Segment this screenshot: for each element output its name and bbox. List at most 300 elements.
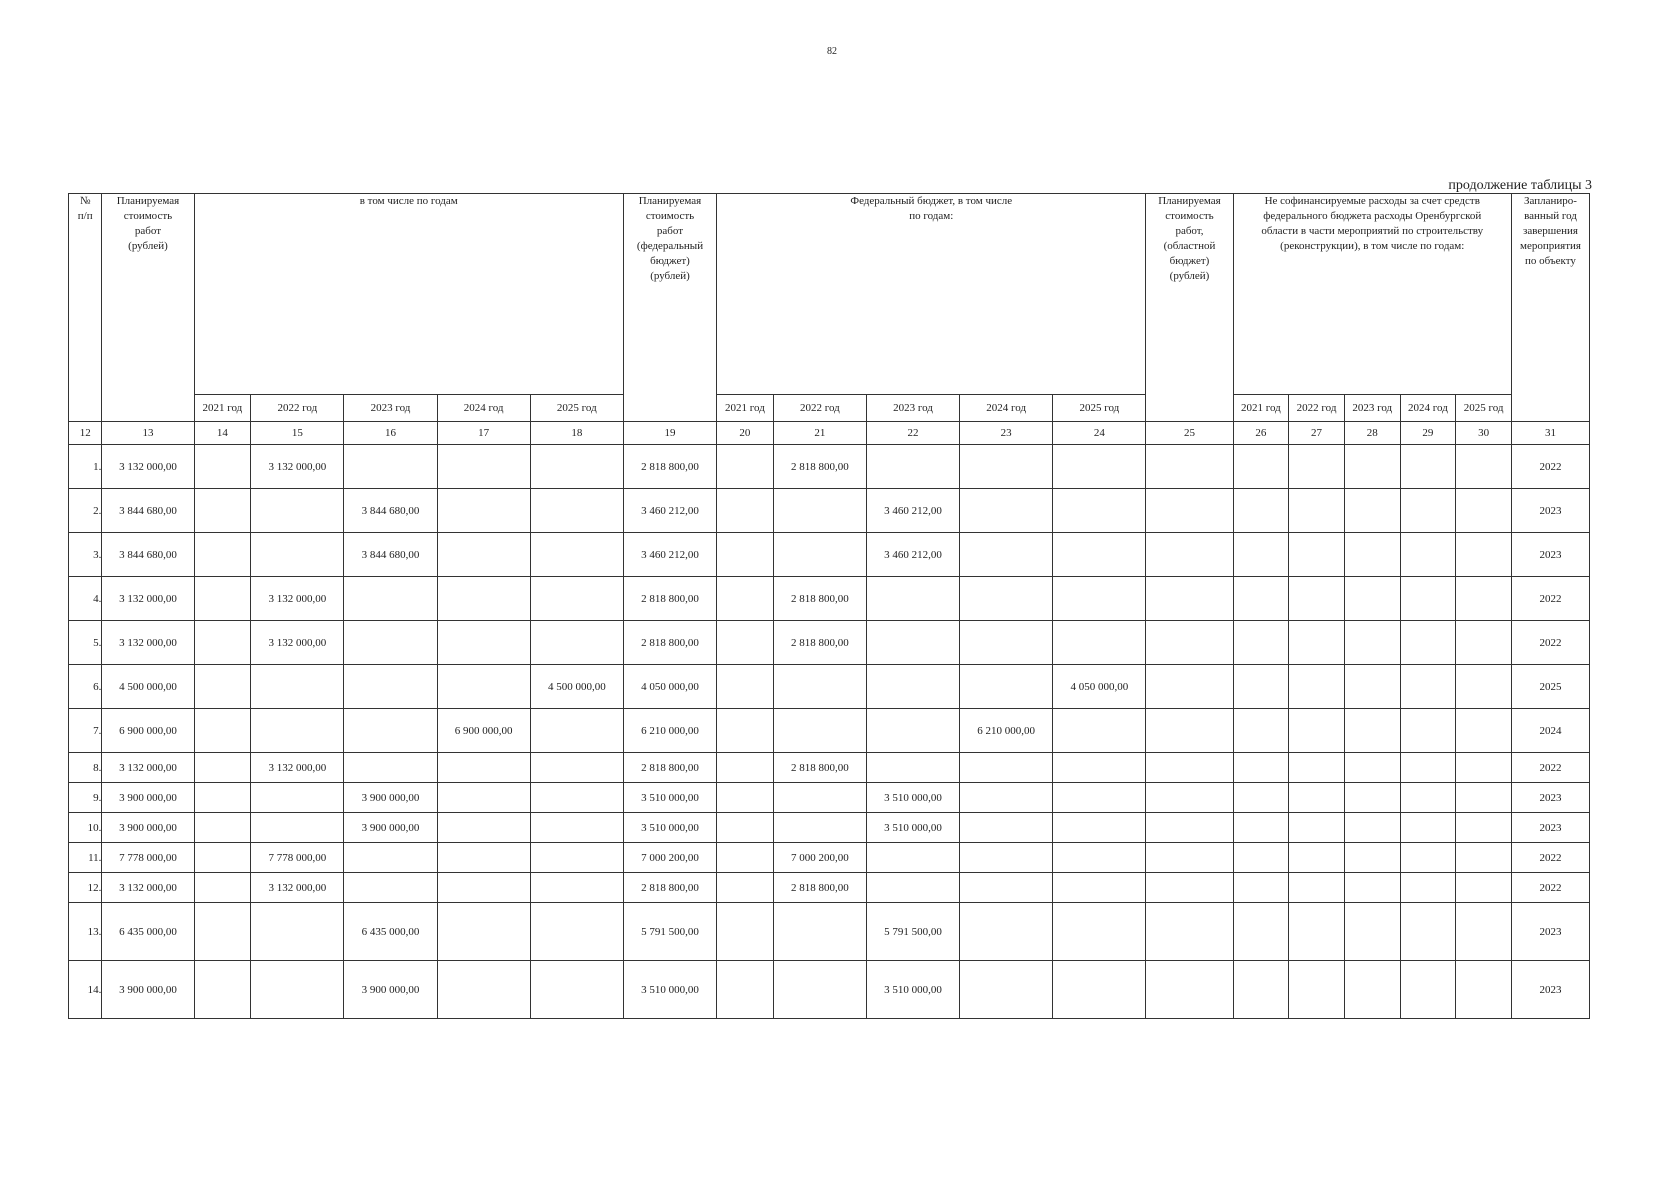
year-cost-cell [530, 783, 623, 813]
federal-year-cost-cell [960, 961, 1053, 1019]
nonfinanced-year-cell [1289, 709, 1345, 753]
federal-year-cost-cell [960, 533, 1053, 577]
nonfinanced-year-cell [1456, 783, 1512, 813]
federal-year-cost-cell [1053, 577, 1146, 621]
row-number: 13. [69, 903, 102, 961]
year-cost-cell [194, 533, 251, 577]
table-body [69, 445, 1590, 1019]
regional-cost-cell [1146, 709, 1233, 753]
end-year-cell: 2022 [1511, 843, 1589, 873]
nonfinanced-year-cell [1233, 783, 1289, 813]
column-number: 17 [437, 422, 530, 445]
year-cost-cell [251, 903, 344, 961]
row-number: 3. [69, 533, 102, 577]
year-cost-cell [194, 873, 251, 903]
row-number: 12. [69, 873, 102, 903]
nonfinanced-year-cell [1289, 665, 1345, 709]
year-cost-cell [194, 489, 251, 533]
year-cost-cell [344, 665, 437, 709]
federal-year-cost-cell: 5 791 500,00 [866, 903, 959, 961]
federal-year-header: 2022 год [773, 395, 866, 422]
federal-cost-cell: 3 510 000,00 [623, 961, 716, 1019]
federal-year-cost-cell [773, 813, 866, 843]
nonfinanced-year-cell [1456, 873, 1512, 903]
federal-year-cost-cell [960, 621, 1053, 665]
federal-year-cost-cell [773, 665, 866, 709]
nonfinanced-year-cell [1289, 533, 1345, 577]
nonfinanced-year-cell [1344, 873, 1400, 903]
federal-year-cost-cell [773, 709, 866, 753]
federal-year-cost-cell: 3 460 212,00 [866, 533, 959, 577]
planned-cost-cell: 3 900 000,00 [102, 961, 194, 1019]
federal-year-cost-cell [1053, 903, 1146, 961]
column-number: 24 [1053, 422, 1146, 445]
federal-cost-cell: 3 460 212,00 [623, 489, 716, 533]
year-cost-cell [194, 665, 251, 709]
end-year-cell: 2023 [1511, 489, 1589, 533]
federal-year-cost-cell [717, 577, 774, 621]
regional-cost-cell [1146, 753, 1233, 783]
year-cost-cell [251, 961, 344, 1019]
nonfinanced-year-cell [1233, 753, 1289, 783]
nonfinanced-year-header: 2025 год [1456, 395, 1512, 422]
header-federal-by-years: Федеральный бюджет, в том числе по годам: [717, 194, 1146, 395]
federal-year-cost-cell [866, 665, 959, 709]
nonfinanced-year-cell [1289, 843, 1345, 873]
table-row [69, 533, 1590, 577]
year-cost-cell: 7 778 000,00 [251, 843, 344, 873]
federal-year-cost-cell [866, 873, 959, 903]
year-cost-cell [530, 709, 623, 753]
nonfinanced-year-cell [1400, 445, 1456, 489]
header-planned-cost: Планируемая стоимость работ (рублей) [102, 194, 194, 422]
year-cost-cell [530, 873, 623, 903]
column-number: 15 [251, 422, 344, 445]
year-cost-cell: 6 900 000,00 [437, 709, 530, 753]
nonfinanced-year-cell [1289, 621, 1345, 665]
federal-year-cost-cell: 6 210 000,00 [960, 709, 1053, 753]
nonfinanced-year-cell [1456, 621, 1512, 665]
federal-year-cost-cell [960, 903, 1053, 961]
header-federal-cost: Планируемая стоимость работ (федеральный бюджет) (рублей) [623, 194, 716, 422]
nonfinanced-year-cell [1456, 445, 1512, 489]
year-cost-cell [437, 665, 530, 709]
nonfinanced-year-header: 2022 год [1289, 395, 1345, 422]
federal-year-cost-cell [960, 489, 1053, 533]
nonfinanced-year-cell [1289, 489, 1345, 533]
regional-cost-cell [1146, 665, 1233, 709]
end-year-cell: 2022 [1511, 753, 1589, 783]
year-cost-cell [530, 445, 623, 489]
nonfinanced-year-cell [1233, 621, 1289, 665]
federal-year-cost-cell [866, 621, 959, 665]
row-number: 2. [69, 489, 102, 533]
federal-cost-cell: 4 050 000,00 [623, 665, 716, 709]
planned-cost-cell: 4 500 000,00 [102, 665, 194, 709]
federal-year-cost-cell [717, 783, 774, 813]
year-cost-cell: 3 900 000,00 [344, 813, 437, 843]
year-cost-cell [437, 489, 530, 533]
federal-year-cost-cell: 2 818 800,00 [773, 445, 866, 489]
year-cost-cell [530, 843, 623, 873]
table-row [69, 665, 1590, 709]
federal-cost-cell: 2 818 800,00 [623, 873, 716, 903]
federal-year-cost-cell: 3 510 000,00 [866, 813, 959, 843]
nonfinanced-year-cell [1456, 843, 1512, 873]
year-cost-cell [530, 813, 623, 843]
year-cost-cell: 3 844 680,00 [344, 533, 437, 577]
year-cost-cell: 3 132 000,00 [251, 577, 344, 621]
year-cost-cell [344, 621, 437, 665]
planned-cost-cell: 3 132 000,00 [102, 753, 194, 783]
year-header: 2022 год [251, 395, 344, 422]
row-number: 7. [69, 709, 102, 753]
nonfinanced-year-cell [1344, 621, 1400, 665]
nonfinanced-year-cell [1289, 873, 1345, 903]
federal-year-cost-cell: 7 000 200,00 [773, 843, 866, 873]
federal-year-cost-cell [866, 577, 959, 621]
federal-year-cost-cell [960, 843, 1053, 873]
nonfinanced-year-cell [1456, 903, 1512, 961]
year-cost-cell [194, 445, 251, 489]
federal-year-cost-cell [960, 813, 1053, 843]
nonfinanced-year-cell [1344, 783, 1400, 813]
end-year-cell: 2023 [1511, 903, 1589, 961]
federal-year-cost-cell: 4 050 000,00 [1053, 665, 1146, 709]
federal-year-header: 2025 год [1053, 395, 1146, 422]
end-year-cell: 2024 [1511, 709, 1589, 753]
nonfinanced-year-cell [1233, 577, 1289, 621]
column-number: 16 [344, 422, 437, 445]
nonfinanced-year-cell [1456, 533, 1512, 577]
nonfinanced-year-header: 2024 год [1400, 395, 1456, 422]
planned-cost-cell: 7 778 000,00 [102, 843, 194, 873]
year-cost-cell: 3 900 000,00 [344, 783, 437, 813]
federal-year-cost-cell [960, 577, 1053, 621]
nonfinanced-year-cell [1344, 903, 1400, 961]
header-nonfinanced: Не софинансируемые расходы за счет средств федерального бюджета расходы Оренбургской области в части мероприятий по строительству (реконструкции), в том числе по годам: [1233, 194, 1511, 395]
column-number: 29 [1400, 422, 1456, 445]
nonfinanced-year-cell [1233, 813, 1289, 843]
year-cost-cell [194, 709, 251, 753]
column-number: 12 [69, 422, 102, 445]
year-cost-cell: 3 132 000,00 [251, 621, 344, 665]
federal-year-cost-cell [773, 783, 866, 813]
federal-cost-cell: 3 510 000,00 [623, 813, 716, 843]
row-number: 1. [69, 445, 102, 489]
federal-year-cost-cell [866, 843, 959, 873]
nonfinanced-year-cell [1233, 843, 1289, 873]
federal-year-cost-cell [717, 533, 774, 577]
federal-cost-cell: 7 000 200,00 [623, 843, 716, 873]
nonfinanced-year-cell [1400, 533, 1456, 577]
year-cost-cell [251, 665, 344, 709]
regional-cost-cell [1146, 533, 1233, 577]
federal-year-cost-cell [1053, 489, 1146, 533]
year-cost-cell: 3 844 680,00 [344, 489, 437, 533]
row-number: 11. [69, 843, 102, 873]
nonfinanced-year-cell [1400, 577, 1456, 621]
year-cost-cell [437, 753, 530, 783]
nonfinanced-year-cell [1233, 903, 1289, 961]
federal-cost-cell: 2 818 800,00 [623, 753, 716, 783]
year-cost-cell [251, 709, 344, 753]
federal-year-cost-cell [866, 753, 959, 783]
federal-year-cost-cell [960, 873, 1053, 903]
regional-cost-cell [1146, 577, 1233, 621]
table-row [69, 843, 1590, 873]
nonfinanced-year-cell [1233, 445, 1289, 489]
year-cost-cell [530, 533, 623, 577]
nonfinanced-year-cell [1344, 577, 1400, 621]
nonfinanced-year-cell [1400, 961, 1456, 1019]
nonfinanced-year-cell [1289, 753, 1345, 783]
nonfinanced-year-cell [1400, 621, 1456, 665]
budget-table [68, 193, 1590, 1019]
year-cost-cell [194, 753, 251, 783]
federal-cost-cell: 2 818 800,00 [623, 621, 716, 665]
federal-year-cost-cell [717, 961, 774, 1019]
year-cost-cell [194, 621, 251, 665]
regional-cost-cell [1146, 961, 1233, 1019]
row-number: 5. [69, 621, 102, 665]
column-number: 13 [102, 422, 194, 445]
federal-year-cost-cell [717, 621, 774, 665]
nonfinanced-year-cell [1344, 753, 1400, 783]
nonfinanced-year-cell [1400, 709, 1456, 753]
year-header: 2023 год [344, 395, 437, 422]
table-row [69, 813, 1590, 843]
federal-cost-cell: 5 791 500,00 [623, 903, 716, 961]
column-number: 22 [866, 422, 959, 445]
table-row [69, 709, 1590, 753]
year-cost-cell: 3 132 000,00 [251, 753, 344, 783]
year-cost-cell [437, 533, 530, 577]
federal-cost-cell: 3 460 212,00 [623, 533, 716, 577]
nonfinanced-year-header: 2021 год [1233, 395, 1289, 422]
row-number: 6. [69, 665, 102, 709]
year-cost-cell [437, 903, 530, 961]
year-cost-cell [437, 577, 530, 621]
nonfinanced-year-header: 2023 год [1344, 395, 1400, 422]
year-header: 2025 год [530, 395, 623, 422]
regional-cost-cell [1146, 873, 1233, 903]
federal-year-cost-cell [1053, 753, 1146, 783]
year-cost-cell [530, 753, 623, 783]
federal-year-cost-cell [960, 665, 1053, 709]
federal-year-header: 2024 год [960, 395, 1053, 422]
year-cost-cell [530, 961, 623, 1019]
year-cost-cell [344, 873, 437, 903]
year-cost-cell: 6 435 000,00 [344, 903, 437, 961]
year-cost-cell [437, 445, 530, 489]
federal-year-cost-cell [717, 843, 774, 873]
federal-year-cost-cell: 3 510 000,00 [866, 961, 959, 1019]
federal-cost-cell: 3 510 000,00 [623, 783, 716, 813]
year-cost-cell [194, 961, 251, 1019]
planned-cost-cell: 3 900 000,00 [102, 813, 194, 843]
federal-year-cost-cell: 3 510 000,00 [866, 783, 959, 813]
planned-cost-cell: 6 900 000,00 [102, 709, 194, 753]
year-cost-cell: 3 900 000,00 [344, 961, 437, 1019]
federal-year-cost-cell [1053, 961, 1146, 1019]
nonfinanced-year-cell [1344, 665, 1400, 709]
nonfinanced-year-cell [1400, 813, 1456, 843]
row-number: 10. [69, 813, 102, 843]
federal-year-cost-cell: 2 818 800,00 [773, 577, 866, 621]
nonfinanced-year-cell [1456, 709, 1512, 753]
year-cost-cell [344, 753, 437, 783]
federal-year-cost-cell [866, 445, 959, 489]
row-number: 9. [69, 783, 102, 813]
row-number: 14. [69, 961, 102, 1019]
nonfinanced-year-cell [1233, 533, 1289, 577]
end-year-cell: 2023 [1511, 961, 1589, 1019]
column-number: 23 [960, 422, 1053, 445]
nonfinanced-year-cell [1233, 709, 1289, 753]
table-row [69, 489, 1590, 533]
federal-year-cost-cell [717, 753, 774, 783]
federal-year-cost-cell [717, 903, 774, 961]
row-number: 4. [69, 577, 102, 621]
header-regional-cost: Планируемая стоимость работ, (областной бюджет) (рублей) [1146, 194, 1233, 422]
row-number: 8. [69, 753, 102, 783]
nonfinanced-year-cell [1456, 489, 1512, 533]
year-cost-cell [437, 843, 530, 873]
column-number: 30 [1456, 422, 1512, 445]
year-cost-cell [344, 577, 437, 621]
nonfinanced-year-cell [1344, 813, 1400, 843]
page-number: 82 [827, 46, 837, 57]
nonfinanced-year-cell [1233, 665, 1289, 709]
planned-cost-cell: 3 132 000,00 [102, 621, 194, 665]
planned-cost-cell: 3 844 680,00 [102, 489, 194, 533]
end-year-cell: 2022 [1511, 577, 1589, 621]
federal-year-cost-cell [1053, 445, 1146, 489]
nonfinanced-year-cell [1400, 903, 1456, 961]
federal-year-cost-cell [717, 489, 774, 533]
planned-cost-cell: 6 435 000,00 [102, 903, 194, 961]
nonfinanced-year-cell [1456, 813, 1512, 843]
federal-year-cost-cell [773, 489, 866, 533]
year-cost-cell [437, 813, 530, 843]
column-number: 25 [1146, 422, 1233, 445]
federal-year-cost-cell: 2 818 800,00 [773, 873, 866, 903]
nonfinanced-year-cell [1344, 489, 1400, 533]
federal-year-header: 2021 год [717, 395, 774, 422]
end-year-cell: 2022 [1511, 873, 1589, 903]
federal-year-cost-cell [960, 445, 1053, 489]
nonfinanced-year-cell [1344, 533, 1400, 577]
federal-year-cost-cell [1053, 813, 1146, 843]
planned-cost-cell: 3 132 000,00 [102, 445, 194, 489]
federal-year-cost-cell [717, 665, 774, 709]
year-cost-cell [530, 903, 623, 961]
federal-cost-cell: 2 818 800,00 [623, 445, 716, 489]
nonfinanced-year-cell [1344, 709, 1400, 753]
year-cost-cell [344, 843, 437, 873]
year-cost-cell [194, 577, 251, 621]
nonfinanced-year-cell [1456, 665, 1512, 709]
header-by-years: в том числе по годам [194, 194, 623, 395]
regional-cost-cell [1146, 843, 1233, 873]
header-end-year: Запланиро- ванный год завершения мероприятия по объекту [1511, 194, 1589, 422]
year-cost-cell [437, 961, 530, 1019]
column-number: 20 [717, 422, 774, 445]
column-number: 19 [623, 422, 716, 445]
nonfinanced-year-cell [1400, 489, 1456, 533]
planned-cost-cell: 3 132 000,00 [102, 873, 194, 903]
table-row [69, 621, 1590, 665]
federal-year-cost-cell [960, 783, 1053, 813]
federal-year-cost-cell [717, 813, 774, 843]
column-number: 18 [530, 422, 623, 445]
table-row [69, 903, 1590, 961]
federal-cost-cell: 2 818 800,00 [623, 577, 716, 621]
table-row [69, 873, 1590, 903]
header-num: № п/п [69, 194, 102, 422]
table-row [69, 577, 1590, 621]
table-row [69, 445, 1590, 489]
nonfinanced-year-cell [1233, 873, 1289, 903]
federal-year-cost-cell [1053, 621, 1146, 665]
end-year-cell: 2022 [1511, 445, 1589, 489]
nonfinanced-year-cell [1400, 873, 1456, 903]
year-cost-cell: 3 132 000,00 [251, 445, 344, 489]
year-cost-cell [251, 813, 344, 843]
year-cost-cell: 4 500 000,00 [530, 665, 623, 709]
federal-year-cost-cell [773, 961, 866, 1019]
table-row [69, 753, 1590, 783]
end-year-cell: 2023 [1511, 533, 1589, 577]
nonfinanced-year-cell [1289, 445, 1345, 489]
year-header: 2024 год [437, 395, 530, 422]
regional-cost-cell [1146, 445, 1233, 489]
federal-year-cost-cell [1053, 783, 1146, 813]
column-number: 14 [194, 422, 251, 445]
nonfinanced-year-cell [1456, 577, 1512, 621]
year-cost-cell: 3 132 000,00 [251, 873, 344, 903]
federal-year-cost-cell [717, 445, 774, 489]
federal-year-cost-cell [773, 533, 866, 577]
planned-cost-cell: 3 844 680,00 [102, 533, 194, 577]
federal-year-cost-cell [866, 709, 959, 753]
end-year-cell: 2022 [1511, 621, 1589, 665]
column-number: 21 [773, 422, 866, 445]
column-number: 27 [1289, 422, 1345, 445]
federal-year-cost-cell [717, 709, 774, 753]
federal-year-cost-cell [1053, 709, 1146, 753]
nonfinanced-year-cell [1233, 489, 1289, 533]
federal-year-cost-cell: 2 818 800,00 [773, 621, 866, 665]
year-cost-cell [251, 533, 344, 577]
nonfinanced-year-cell [1456, 961, 1512, 1019]
nonfinanced-year-cell [1400, 665, 1456, 709]
nonfinanced-year-cell [1456, 753, 1512, 783]
year-cost-cell [530, 577, 623, 621]
nonfinanced-year-cell [1400, 783, 1456, 813]
federal-year-cost-cell [960, 753, 1053, 783]
planned-cost-cell: 3 132 000,00 [102, 577, 194, 621]
nonfinanced-year-cell [1289, 577, 1345, 621]
regional-cost-cell [1146, 783, 1233, 813]
nonfinanced-year-cell [1289, 783, 1345, 813]
year-cost-cell [344, 709, 437, 753]
column-number: 26 [1233, 422, 1289, 445]
regional-cost-cell [1146, 813, 1233, 843]
table-caption: продолжение таблицы 3 [1448, 178, 1592, 193]
table-row [69, 961, 1590, 1019]
